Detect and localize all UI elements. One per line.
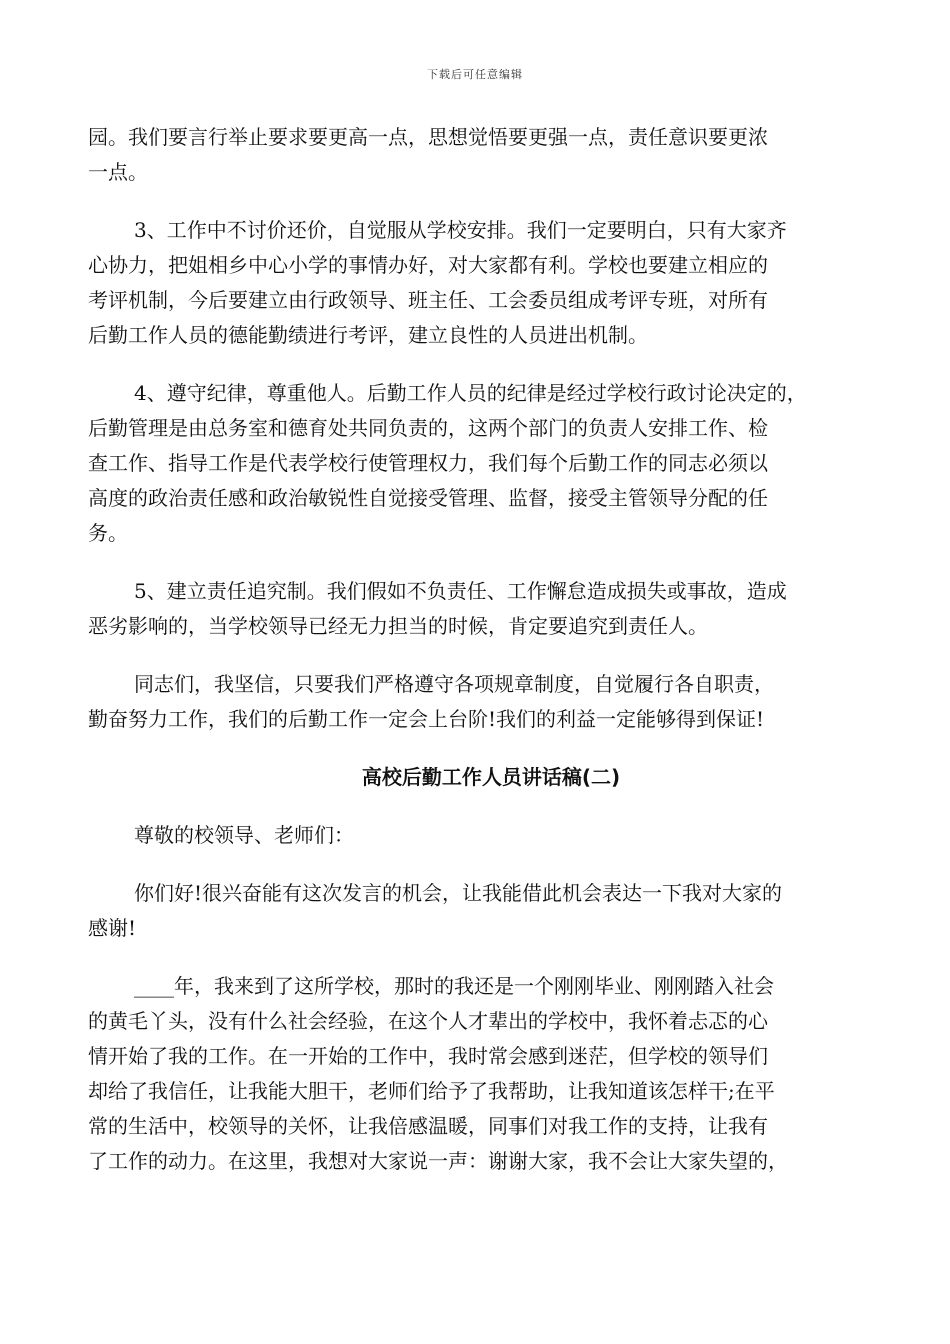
text-line: 3、工作中不讨价还价，自觉服从学校安排。我们一定要明白，只有大家齐 <box>134 218 787 242</box>
text-line: 尊敬的校领导、老师们： <box>134 823 354 847</box>
page-header: 下载后可任意编辑 <box>427 68 523 81</box>
text-line: 5、建立责任追究制。我们假如不负责任、工作懈怠造成损失或事故，造成 <box>134 579 787 603</box>
salutation <box>88 818 864 853</box>
paragraph-3 <box>88 376 864 551</box>
text-line: 高度的政治责任感和政治敏锐性自觉接受管理、监督，接受主管领导分配的任 <box>88 486 768 510</box>
text-line: 情开始了我的工作。在一开始的工作中，我时常会感到迷茫，但学校的领导们 <box>88 1044 768 1068</box>
paragraph-5 <box>88 667 864 737</box>
paragraph-7 <box>88 876 864 946</box>
document-body <box>88 120 864 1202</box>
text-line: 了工作的动力。在这里，我想对大家说一声：谢谢大家，我不会让大家失望的， <box>88 1149 788 1173</box>
text-line: 后勤工作人员的德能勤绩进行考评，建立良性的人员进出机制。 <box>88 323 648 347</box>
text-line: 却给了我信任，让我能大胆干，老师们给予了我帮助，让我知道该怎样干;在平 <box>88 1079 775 1103</box>
paragraph-1 <box>88 120 864 190</box>
text-line: 的黄毛丫头，没有什么社会经验，在这个人才辈出的学校中，我怀着忐忑的心 <box>88 1009 768 1033</box>
text-line: 恶劣影响的，当学校领导已经无力担当的时候，肯定要追究到责任人。 <box>88 614 708 638</box>
text-line: 你们好!很兴奋能有这次发言的机会，让我能借此机会表达一下我对大家的 <box>134 881 783 905</box>
text-line: 务。 <box>88 521 128 545</box>
text-line: 园。我们要言行举止要求要更高一点，思想觉悟要更强一点，责任意识要更浓 <box>88 125 768 149</box>
text-line: 查工作、指导工作是代表学校行使管理权力，我们每个后勤工作的同志必须以 <box>88 451 768 475</box>
text-line: 心协力，把姐相乡中心小学的事情办好，对大家都有利。学校也要建立相应的 <box>88 253 768 277</box>
section-title: 高校后勤工作人员讲话稿(二) <box>361 765 621 789</box>
text-line: 常的生活中，校领导的关怀，让我倍感温暖，同事们对我工作的支持，让我有 <box>88 1114 768 1138</box>
text-line: 勤奋努力工作，我们的后勤工作一定会上台阶!我们的利益一定能够得到保证! <box>88 707 765 731</box>
text-line: 4、遵守纪律，尊重他人。后勤工作人员的纪律是经过学校行政讨论决定的， <box>134 381 807 405</box>
paragraph-8 <box>88 969 864 1179</box>
text-line: 考评机制，今后要建立由行政领导、班主任、工会委员组成考评专班，对所有 <box>88 288 768 312</box>
text-line: 后勤管理是由总务室和德育处共同负责的，这两个部门的负责人安排工作、检 <box>88 416 768 440</box>
paragraph-2 <box>88 213 864 353</box>
text-line: ____年，我来到了这所学校，那时的我还是一个刚刚毕业、刚刚踏入社会 <box>134 974 774 998</box>
text-line: 感谢! <box>88 916 137 940</box>
text-line: 一点。 <box>88 160 148 184</box>
paragraph-4 <box>88 574 864 644</box>
text-line: 同志们，我坚信，只要我们严格遵守各项规章制度，自觉履行各自职责， <box>134 672 774 696</box>
